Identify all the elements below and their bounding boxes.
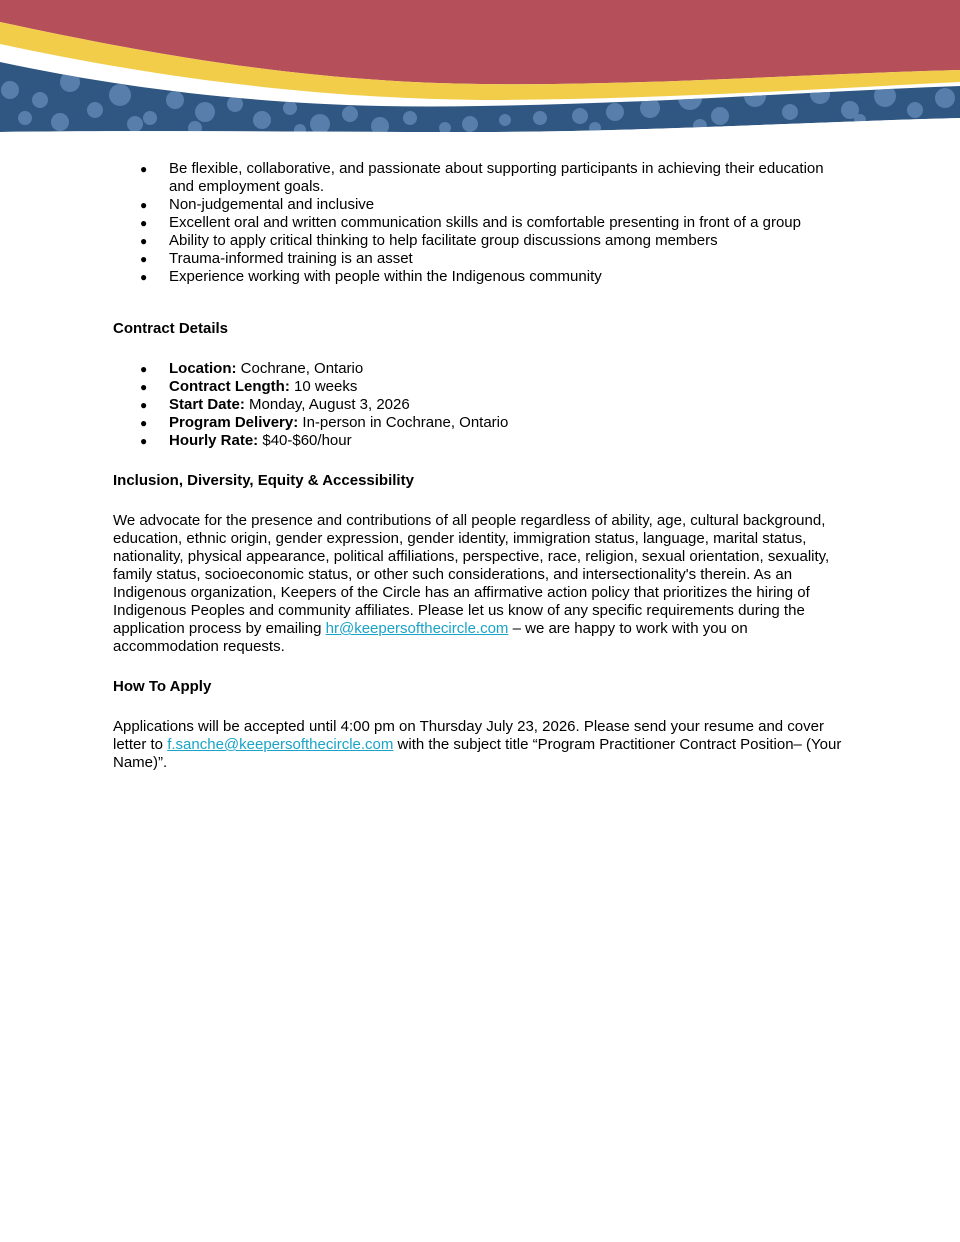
bullet-icon: ● xyxy=(140,162,148,176)
contract-item-delivery: ● Program Delivery: In-person in Cochrane, Ontario xyxy=(140,414,509,431)
banner-dot xyxy=(32,92,48,108)
list-item: ● Trauma-informed training is an asset xyxy=(140,250,413,267)
contract-details-heading: Contract Details xyxy=(113,320,229,337)
qualifications-list xyxy=(113,160,848,286)
bullet-icon: ● xyxy=(140,398,148,412)
banner-dot xyxy=(310,114,330,134)
banner-dot xyxy=(606,103,624,121)
bullet-icon: ● xyxy=(140,252,148,266)
list-item: ● Ability to apply critical thinking to help facilitate group discussions among members xyxy=(140,232,718,249)
banner-dot xyxy=(127,116,143,132)
how-to-apply-heading: How To Apply xyxy=(113,678,212,695)
contract-item-start-date: ● Start Date: Monday, August 3, 2026 xyxy=(140,396,410,413)
banner-dot xyxy=(18,111,32,125)
list-item: ● Excellent oral and written communication skills and is comfortable presenting in front of a group xyxy=(140,214,801,231)
document-body xyxy=(113,160,848,772)
list-item: ● Non-judgemental and inclusive xyxy=(140,196,375,213)
bullet-icon: ● xyxy=(140,234,148,248)
banner-dot xyxy=(403,111,417,125)
contract-details-list xyxy=(113,360,848,450)
banner-dot xyxy=(195,102,215,122)
banner-dot xyxy=(572,108,588,124)
banner-dot xyxy=(462,116,478,132)
list-item: ● Experience working with people within the Indigenous community xyxy=(140,268,602,285)
banner-dot xyxy=(283,101,297,115)
header-banner xyxy=(0,0,960,140)
apply-email-link[interactable]: f.sanche@keepersofthecircle.com xyxy=(167,736,394,753)
bullet-icon: ● xyxy=(140,270,148,284)
banner-dot xyxy=(143,111,157,125)
banner-dot xyxy=(935,88,955,108)
banner-dot xyxy=(87,102,103,118)
banner-dot xyxy=(907,102,923,118)
list-item: ● Be flexible, collaborative, and passionate about supporting participants in achieving their education and employment goals. xyxy=(140,160,824,195)
bullet-icon: ● xyxy=(140,416,148,430)
banner-dot xyxy=(782,104,798,120)
bullet-icon: ● xyxy=(140,380,148,394)
bullet-icon: ● xyxy=(140,198,148,212)
banner-dot xyxy=(342,106,358,122)
ideas-heading: Inclusion, Diversity, Equity & Accessibility xyxy=(113,472,414,489)
banner-dot xyxy=(1,81,19,99)
banner-dot xyxy=(533,111,547,125)
banner-dot xyxy=(109,84,131,106)
banner-dot xyxy=(499,114,511,126)
apply-paragraph: Applications will be accepted until 4:00 pm on Thursday July 23, 2026. Please send your resume and cover letter to f.sanche@keepersofthecircle.com with the subject title “Program Practitioner Contract Position– (Your Name)”. xyxy=(113,718,842,771)
banner-dot xyxy=(227,96,243,112)
bullet-icon: ● xyxy=(140,362,148,376)
banner-dot xyxy=(253,111,271,129)
bullet-icon: ● xyxy=(140,434,148,448)
bullet-icon: ● xyxy=(140,216,148,230)
ideas-paragraph: We advocate for the presence and contributions of all people regardless of ability, age, cultural background, education, ethnic origin, gender expression, gender identity, immigration status, language, marital status, nationality, physical appearance, political affiliations, perspective, race, religion, sexual orientation, sexuality, family status, socioeconomic status, or other such considerations, and intersectionality's therein. As an Indigenous organization, Keepers of the Circle has an affirmative action policy that prioritizes the hiring of Indigenous Peoples and community affiliates. Please let us know of any specific requirements during the application process by emailing hr@keepersofthecircle.com – we are happy to work with you on accommodation requests. xyxy=(113,512,830,655)
contract-item-length: ● Contract Length: 10 weeks xyxy=(140,378,358,395)
banner-dot xyxy=(711,107,729,125)
hr-email-link[interactable]: hr@keepersofthecircle.com xyxy=(325,620,509,637)
contract-item-rate: ● Hourly Rate: $40-$60/hour xyxy=(140,432,352,449)
banner-dot xyxy=(166,91,184,109)
contract-item-location: ● Location: Cochrane, Ontario xyxy=(140,360,364,377)
banner-dot xyxy=(51,113,69,131)
